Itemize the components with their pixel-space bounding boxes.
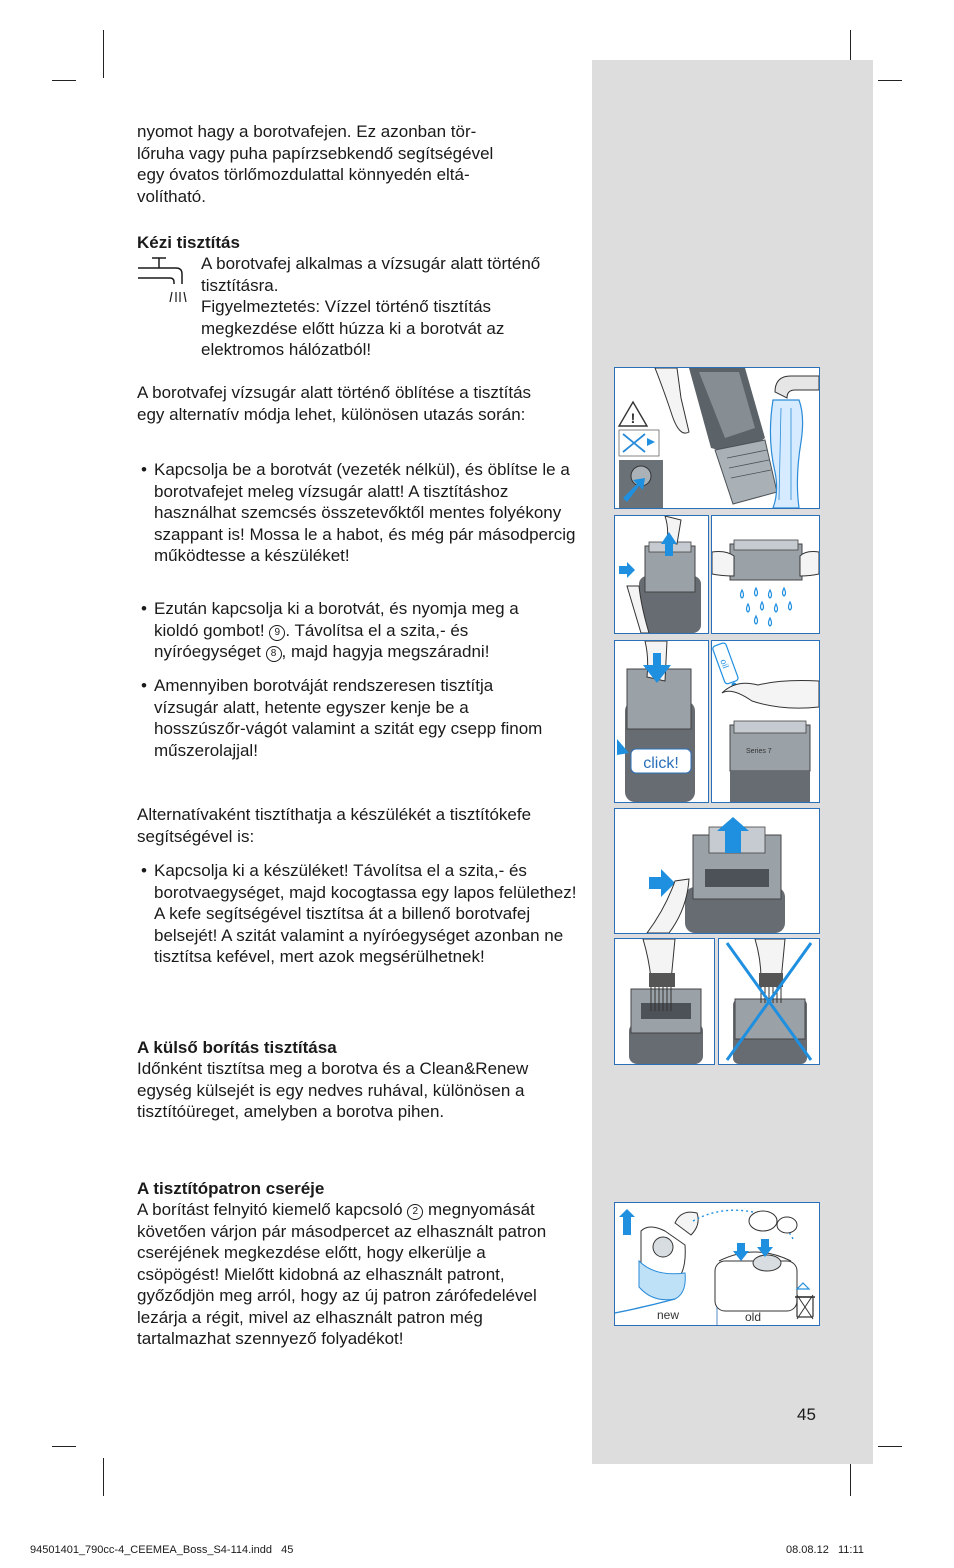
series-label: Series 7	[746, 748, 772, 755]
figure-brush-not-allowed	[718, 938, 820, 1065]
bullet-rinse-3: • Amennyiben borotváját rendszeresen tisztítja vízsugár alatt, hetente egyszer kenje be a hosszúszőr-vágót valamint a szitát egy csepp finom műszerolajjal!	[141, 676, 543, 760]
crop-mark	[103, 1458, 104, 1496]
figure-oil-foil	[711, 640, 820, 803]
bullet-rinse-2: • Ezután kapcsolja ki a borotvát, és nyomja meg a kioldó gombot! 9 . Távolítsa el a szita,- és nyíróegységet 8 , majd hagyja megszáradni!	[141, 599, 519, 661]
figure-drying-parts	[711, 515, 820, 634]
reference-number-9: 9	[269, 625, 285, 641]
figure-remove-foil-left	[614, 515, 709, 634]
bullet-brush-1: • Kapcsolja ki a készüléket! Távolítsa el a szita,- és borotvaegységet, majd kocogtassa egy lapos felülethez! A kefe segítségével tisztítsa át a billenő borotvafej belsejét! A szitát valamint a nyíróegységet azonban ne tisztítsa kefével, mert azok megsérülhetnek!	[141, 861, 577, 966]
oil-label: oil	[718, 657, 731, 670]
footer-file-info: 94501401_790cc-4_CEEMEA_Boss_S4-114.indd 45	[30, 1544, 294, 1556]
reference-number-2: 2	[407, 1204, 423, 1220]
crop-mark	[52, 1446, 76, 1447]
crop-mark	[878, 1446, 902, 1447]
reference-number-8: 8	[266, 646, 282, 662]
crop-mark	[103, 30, 104, 78]
housing-heading: A külső borítás tisztítása	[137, 1038, 337, 1057]
water-drop-icon	[741, 588, 792, 626]
cartridge-heading: A tisztítópatron cseréje	[137, 1179, 325, 1198]
old-label: old	[745, 1310, 762, 1324]
bullet-rinse-1: • Kapcsolja be a borotvát (vezeték nélkül), és öblítse le a borotvafejet meleg vízsugár alatt! A tisztításhoz használhat szemcsés összetevőktől mentes folyékony szappant is! Mossa le a habot, és még pár másodpercig működtesse a készüléket!	[141, 460, 576, 565]
figure-rinse-under-tap	[614, 367, 820, 509]
warning-mark: !	[630, 410, 636, 426]
intro-paragraph: nyomot hagy a borotvafejen. Ez azonban tör-lőruha vagy puha papírzsebkendő segítségével egy óvatos törlőmozdulattal könnyedén eltá-volítható.	[137, 122, 494, 206]
crop-mark	[878, 80, 902, 81]
trash-bin-icon	[795, 1295, 815, 1319]
cartridge-text: A borítást felnyitó kiemelő kapcsoló 2 megnyomását követően várjon pár másodpercet az elhasznált patron cseréjének megkezdése előtt, hogy elkerülje a csöpögést! Mielőtt kidobná az elhasznált patront, győződjön meg arról, hogy az új patron zárófedelével lezárja a régit, mivel az elhasznált patron még tartalmazhat szennyező folyadékot!	[137, 1200, 547, 1348]
figure-remove-cassette	[614, 808, 820, 934]
faucet-icon	[136, 254, 188, 306]
alternative-rinse-paragraph: A borotvafej vízsugár alatt történő öblítése a tisztítás egy alternatív módja lehet, különösen utazás során:	[137, 383, 532, 424]
click-label: click!	[643, 755, 679, 772]
new-label: new	[657, 1308, 680, 1322]
footer-timestamp: 08.08.12 11:11	[786, 1544, 864, 1556]
warning-triangle-icon	[619, 402, 647, 426]
figure-cartridge-replacement	[614, 1202, 820, 1326]
manual-cleaning-text: A borotvafej alkalmas a vízsugár alatt történő tisztításra. Figyelmeztetés: Vízzel történő tisztítás megkezdése előtt húzza ki a borotvát az elektromos hálózatból!	[201, 254, 541, 359]
manual-cleaning-heading: Kézi tisztítás	[137, 233, 240, 252]
crop-mark	[52, 80, 76, 81]
figure-reattach-click	[614, 640, 709, 803]
figure-brush-inside	[614, 938, 715, 1065]
housing-text: Időnként tisztítsa meg a borotva és a Clean&Renew egység külsejét is egy nedves ruhával, különösen a tisztítóüreget, amelyben a borotva pihen.	[137, 1059, 529, 1121]
alternative-brush-paragraph: Alternatívaként tisztíthatja a készülékét a tisztítókefe segítségével is:	[137, 805, 532, 846]
page-number: 45	[797, 1405, 816, 1424]
